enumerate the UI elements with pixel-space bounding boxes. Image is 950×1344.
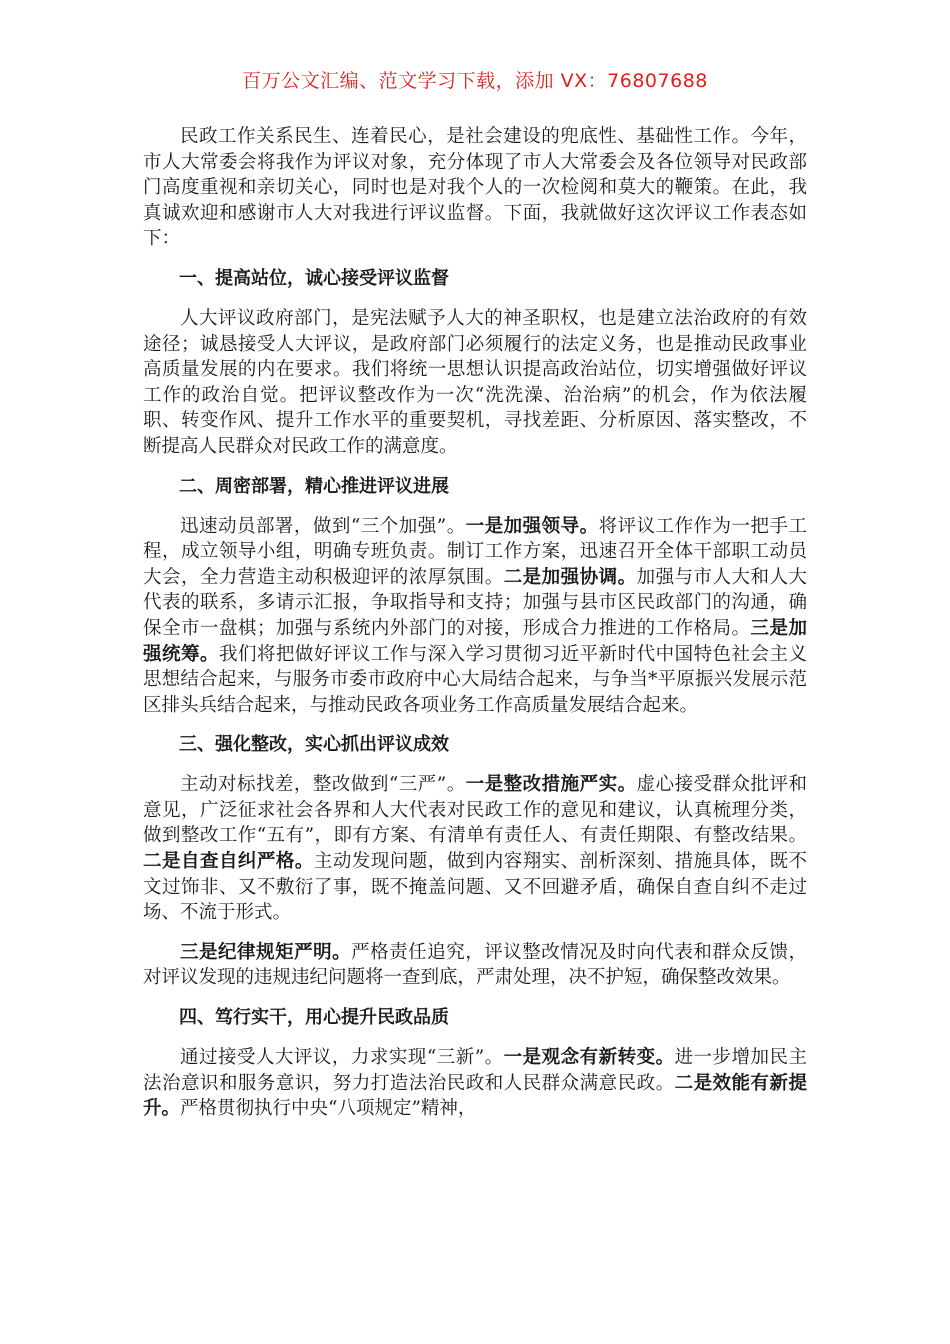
section-1-heading: 一、提高站位，诚心接受评议监督 bbox=[179, 267, 449, 289]
section-3-bold-3: 三是纪律规矩严明。 bbox=[180, 941, 352, 963]
section-4-text-3: 严格贯彻执行中央“八项规定”精神， bbox=[180, 1098, 477, 1120]
section-2-text-1: 迅速动员部署，做到“三个加强”。 bbox=[180, 515, 466, 537]
section-2-text-3: 加强与市人大和人大代表的联系，多请示汇报，争取指导和支持；加强与县市区民政部门的沟通，确保全市一盘棋；加强与系统内外部门的对接，形成合力推进的工作格局。 bbox=[143, 566, 807, 639]
section-2-bold-2: 二是加强协调。 bbox=[503, 566, 637, 588]
section-4-paragraph bbox=[143, 1045, 807, 1122]
section-3-text-2: 虚心接受群众批评和意见，广泛征求社会各界和人大代表对民政工作的意见和建议，认真梳理分类，做到整改工作“五有”，即有方案、有清单有责任人、有责任期限、有整改结果。 bbox=[143, 774, 807, 847]
section-3-text-4: 严格责任追究，评议整改情况及时向代表和群众反馈，对评议发现的违规违纪问题将一查到底，严肃处理，决不护短，确保整改效果。 bbox=[143, 941, 807, 989]
section-3-heading: 三、强化整改，实心抓出评议成效 bbox=[179, 734, 449, 756]
intro-paragraph: 民政工作关系民生、连着民心，是社会建设的兜底性、基础性工作。今年，市人大常委会将我作为评议对象，充分体现了市人大常委会及各位领导对民政部门高度重视和亲切关心，同时也是对我个人的一次检阅和莫大的鞭策。在此，我真诚欢迎和感谢市人大对我进行评议监督。下面，我就做好这次评议工作表态如下： bbox=[143, 126, 807, 250]
section-2-text-4: 我们将把做好评议工作与深入学习贯彻习近平新时代中国特色社会主义思想结合起来，与服务市委市政府中心大局结合起来，与争当*平原振兴发展示范区排头兵结合起来，与推动民政各项业务工作高质量发展结合起来。 bbox=[143, 643, 807, 716]
section-3-paragraph-1 bbox=[143, 772, 807, 926]
section-2-text-2: 将评议工作作为一把手工程，成立领导小组，明确专班负责。制订工作方案，迅速召开全体干部职工动员大会，全力营造主动积极迎评的浓厚氛围。 bbox=[143, 515, 807, 588]
document-body bbox=[143, 124, 807, 1122]
section-3-text-3: 主动发现问题，做到内容翔实、剖析深刻、措施具体，既不文过饰非、又不敷衍了事，既不掩盖问题、又不回避矛盾，确保自查自纠不走过场、不流于形式。 bbox=[143, 851, 807, 924]
section-2-bold-3: 三是加强统筹。 bbox=[143, 617, 807, 665]
section-3-bold-2: 二是自查自纠严格。 bbox=[143, 851, 314, 873]
section-3-text-1: 主动对标找差，整改做到“三严”。 bbox=[180, 774, 466, 796]
section-3-paragraph-2 bbox=[143, 940, 807, 991]
section-4-text-1: 通过接受人大评议，力求实现“三新”。 bbox=[180, 1047, 504, 1069]
section-2-bold-1: 一是加强领导。 bbox=[465, 515, 599, 537]
section-4-bold-2: 二是效能有新提升。 bbox=[143, 1072, 807, 1120]
section-4-heading: 四、笃行实干，用心提升民政品质 bbox=[179, 1007, 449, 1029]
section-4-text-2: 进一步增加民主法治意识和服务意识，努力打造法治民政和人民群众满意民政。 bbox=[143, 1047, 807, 1094]
section-1-paragraph: 人大评议政府部门，是宪法赋予人大的神圣职权，也是建立法治政府的有效途径；诚恳接受人大评议，是政府部门必须履行的法定义务，也是推动民政事业高质量发展的内在要求。我们将统一思想认识提高政治站位，切实增强做好评议工作的政治自觉。把评议整改作为一次“洗洗澡、治治病”的机会，作为依法履职、转变作风、提升工作水平的重要契机，寻找差距、分析原因、落实整改，不断提高人民群众对民政工作的满意度。 bbox=[143, 307, 807, 457]
section-2-heading: 二、周密部署，精心推进评议进展 bbox=[179, 475, 449, 497]
watermark-header: 百万公文汇编、范文学习下载，添加 VX：76807688 bbox=[242, 70, 708, 92]
section-2-paragraph bbox=[143, 514, 807, 719]
section-3-bold-1: 一是整改措施严实。 bbox=[465, 774, 637, 796]
section-4-bold-1: 一是观念有新转变。 bbox=[503, 1047, 675, 1069]
